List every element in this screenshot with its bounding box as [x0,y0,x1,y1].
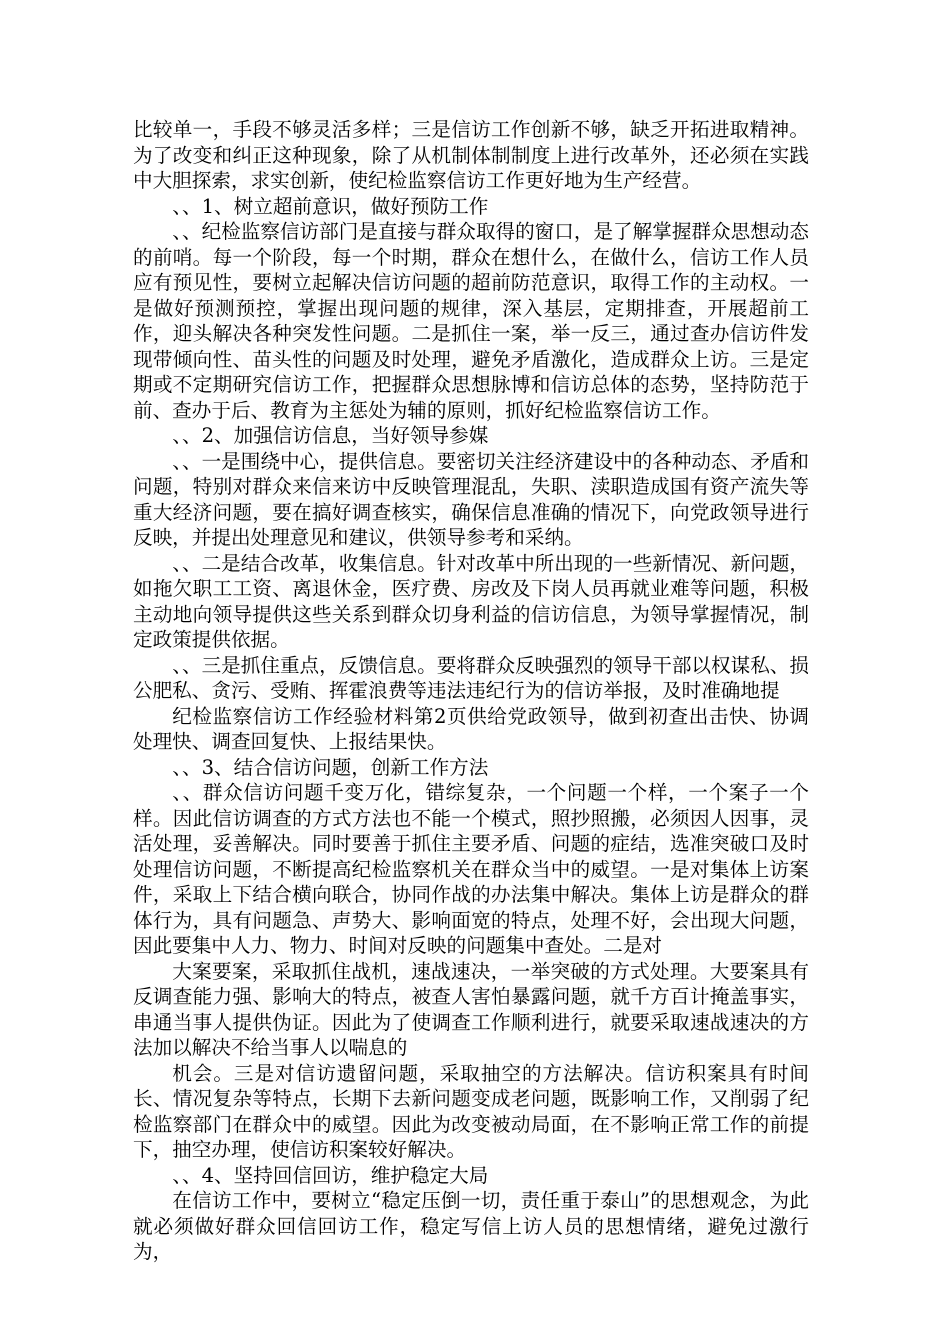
section-heading: 、、2、加强信访信息，当好领导参媒 [172,424,489,447]
body-paragraph: 在信访工作中，要树立“稳定压倒一切，责任重于泰山”的思想观念，为此就必须做好群众回信回访工作，稳定写信上访人员的思想情绪，避免过激行为， [133,1189,809,1263]
section-heading: 、、3、结合信访问题，创新工作方法 [172,755,489,779]
body-paragraph: 、、一是围绕中心，提供信息。要密切关注经济建设中的各种动态、矛盾和问题，特别对群众来信来访中反映管理混乱，失职、渎职造成国有资产流失等重大经济问题，要在搞好调查核实，确保信息准确的情况下，向党政领导进行反映，并提出处理意见和建议，供领导参考和采纳。 [133,449,809,549]
section-heading: 、、4、坚持回信回访，维护稳定大局 [172,1163,489,1187]
document-page [133,117,809,1265]
body-paragraph: 、、二是结合改革，收集信息。针对改革中所出现的一些新情况、新问题，如拖欠职工工资、离退休金，医疗费、房改及下岗人员再就业难等问题，积极主动地向领导提供这些关系到群众切身利益的信访信息，为领导掌握情况，制定政策提供依据。 [133,551,809,651]
body-paragraph: 、、三是抓住重点，反馈信息。要将群众反映强烈的领导干部以权谋私、损公肥私、贪污、受贿、挥霍浪费等违法违纪行为的信访举报，及时准确地提 [133,653,809,702]
section-heading: 、、1、树立超前意识，做好预防工作 [172,194,489,218]
body-paragraph: 机会。三是对信访遗留问题，采取抽空的方法解决。信访积案具有时间长、情况复杂等特点，长期下去新问题变成老问题，既影响工作，又削弱了纪检监察部门在群众中的威望。因此为改变被动局面，在不影响正常工作的前提下，抽空办理，使信访积案较好解决。 [133,1061,809,1161]
body-paragraph: 、、纪检监察信访部门是直接与群众取得的窗口，是了解掌握群众思想动态的前哨。每一个阶段，每一个时期，群众在想什么，在做什么，信访工作人员应有预见性，要树立起解决信访问题的超前防范意识，取得工作的主动权。一是做好预测预控，掌握出现问题的规律，深入基层，定期排查，开展超前工作，迎头解决各种突发性问题。二是抓住一案，举一反三，通过查办信访件发现带倾向性、苗头性的问题及时处理，避免矛盾激化，造成群众上访。三是定期或不定期研究信访工作，把握群众思想脉博和信访总体的态势，坚持防范于前、查办于后、教育为主惩处为辅的原则，抓好纪检监察信访工作。 [133,220,809,422]
body-paragraph: 、、群众信访问题千变万化，错综复杂，一个问题一个样，一个案子一个样。因此信访调查的方式方法也不能一个模式，照抄照搬，必须因人因事，灵活处理，妥善解决。同时要善于抓住主要矛盾、问题的症结，选准突破口及时处理信访问题，不断提高纪检监察机关在群众当中的威望。一是对集体上访案件，采取上下结合横向联合，协同作战的办法集中解决。集体上访是群众的群体行为，具有问题急、声势大、影响面宽的特点，处理不好，会出现大问题，因此要集中人力、物力、时间对反映的问题集中查处。二是对 [133,781,809,957]
body-paragraph: 大案要案，采取抓住战机，速战速决，一举突破的方式处理。大要案具有反调查能力强、影响大的特点，被查人害怕暴露问题，就千方百计掩盖事实，串通当事人提供伪证。因此为了使调查工作顺利进行，就要采取速战速决的方法加以解决不给当事人以喘息的 [133,959,809,1059]
body-paragraph: 比较单一，手段不够灵活多样；三是信访工作创新不够，缺乏开拓进取精神。为了改变和纠正这种现象，除了从机制体制制度上进行改革外，还必须在实践中大胆探索，求实创新，使纪检监察信访工作更好地为生产经营。 [133,118,809,192]
body-paragraph: 纪检监察信访工作经验材料第2页供给党政领导，做到初查出击快、协调处理快、调查回复快、上报结果快。 [133,704,809,753]
